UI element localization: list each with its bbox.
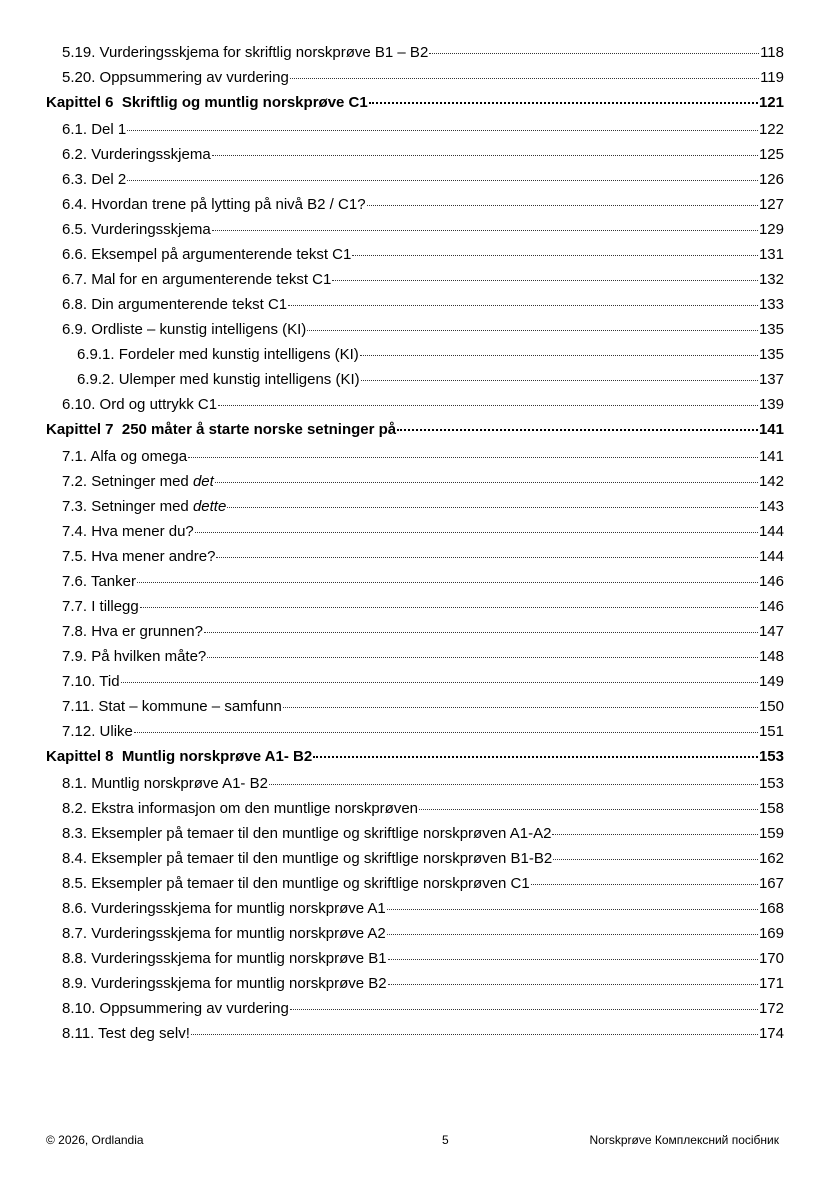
dot-leader bbox=[388, 959, 758, 960]
toc-entry-title bbox=[77, 371, 360, 388]
toc-entry-number: Kapittel 7 bbox=[46, 421, 114, 438]
dot-leader bbox=[307, 330, 758, 331]
toc-entry-label: Eksempler på temaer til den muntlige og skriftlige norskprøven A1-A2 bbox=[91, 825, 552, 842]
toc-entry-label: Mal for en argumenterende tekst C1 bbox=[91, 271, 332, 288]
toc-entry-label: Test deg selv! bbox=[98, 1025, 190, 1042]
toc-entry-number: 6.6. bbox=[62, 246, 88, 263]
toc-page-number: 131 bbox=[758, 246, 784, 263]
toc-entry-number: 7.4. bbox=[62, 523, 88, 540]
toc-entry-title bbox=[62, 396, 217, 413]
toc-entry-label: Setninger med bbox=[91, 473, 193, 490]
toc-page-number: 172 bbox=[758, 1000, 784, 1017]
dot-leader bbox=[216, 557, 758, 558]
toc-entry-label: Vurderingsskjema for skriftlig norskprøve B1 – B2 bbox=[99, 44, 429, 61]
toc-page-number: 141 bbox=[758, 448, 784, 465]
toc-page-number: 135 bbox=[758, 321, 784, 338]
toc-chapter-entry[interactable] bbox=[46, 748, 784, 775]
toc-entry-number: 7.10. bbox=[62, 673, 96, 690]
toc-section-entry[interactable] bbox=[46, 648, 784, 673]
toc-section-entry[interactable] bbox=[46, 296, 784, 321]
toc-entry-title bbox=[62, 925, 386, 942]
toc-entry-number: 8.3. bbox=[62, 825, 88, 842]
toc-entry-title bbox=[62, 598, 139, 615]
toc-entry-number: 8.7. bbox=[62, 925, 88, 942]
toc-entry-label: Oppsummering av vurdering bbox=[99, 1000, 289, 1017]
toc-entry-number: 6.8. bbox=[62, 296, 88, 313]
toc-entry-label: Ordliste – kunstig intelligens (KI) bbox=[91, 321, 307, 338]
toc-entry-title bbox=[62, 775, 268, 792]
toc-entry-number: 6.10. bbox=[62, 396, 96, 413]
toc-entry-label: Fordeler med kunstig intelligens (KI) bbox=[118, 346, 359, 363]
toc-section-entry[interactable] bbox=[46, 548, 784, 573]
toc-section-entry[interactable] bbox=[46, 346, 784, 371]
dot-leader bbox=[269, 784, 758, 785]
toc-section-entry[interactable] bbox=[46, 875, 784, 900]
toc-entry-title bbox=[62, 698, 282, 715]
toc-entry-title bbox=[62, 296, 287, 313]
footer-page-number: 5 bbox=[442, 1133, 449, 1147]
toc-section-entry[interactable] bbox=[46, 121, 784, 146]
toc-entry-number: 8.8. bbox=[62, 950, 88, 967]
toc-section-entry[interactable] bbox=[46, 573, 784, 598]
toc-entry-label: Del 1 bbox=[91, 121, 127, 138]
toc-page-number: 143 bbox=[758, 498, 784, 515]
toc-entry-number: 5.20. bbox=[62, 69, 96, 86]
toc-entry-title bbox=[62, 548, 215, 565]
toc-page-number: 141 bbox=[758, 421, 784, 438]
toc-entry-number: 6.9.1. bbox=[77, 346, 115, 363]
dot-leader bbox=[218, 405, 758, 406]
toc-entry-label: Muntlig norskprøve A1- B2 bbox=[121, 748, 313, 765]
dot-leader bbox=[204, 632, 758, 633]
toc-entry-label: Tid bbox=[99, 673, 120, 690]
toc-section-entry[interactable] bbox=[46, 271, 784, 296]
toc-entry-number: 6.5. bbox=[62, 221, 88, 238]
dot-leader bbox=[215, 482, 758, 483]
toc-entry-title bbox=[62, 271, 331, 288]
toc-entry-title bbox=[62, 648, 206, 665]
toc-section-entry[interactable] bbox=[46, 523, 784, 548]
toc-page-number: 148 bbox=[758, 648, 784, 665]
toc-section-entry[interactable] bbox=[46, 371, 784, 396]
toc-entry-label: Hva mener du? bbox=[91, 523, 194, 540]
toc-page-number: 144 bbox=[758, 523, 784, 540]
toc-entry-label: Eksempler på temaer til den muntlige og skriftlige norskprøven C1 bbox=[91, 875, 530, 892]
toc-entry-number: 7.3. bbox=[62, 498, 88, 515]
toc-entry-title bbox=[62, 673, 120, 690]
dot-leader bbox=[290, 78, 759, 79]
toc-section-entry[interactable] bbox=[46, 146, 784, 171]
toc-entry-number: 5.19. bbox=[62, 44, 96, 61]
toc-entry-title bbox=[62, 498, 226, 515]
toc-section-entry[interactable] bbox=[46, 850, 784, 875]
toc-entry-label: Tanker bbox=[90, 573, 136, 590]
toc-entry-label: Skriftlig og muntlig norskprøve C1 bbox=[121, 94, 368, 111]
toc-entry-number: 7.11. bbox=[62, 698, 95, 715]
toc-page-number: 129 bbox=[758, 221, 784, 238]
toc-entry-title bbox=[62, 623, 203, 640]
toc-page-number: 139 bbox=[758, 396, 784, 413]
toc-page-number: 118 bbox=[760, 44, 784, 61]
toc-page-number: 170 bbox=[758, 950, 784, 967]
toc-page-number: 147 bbox=[758, 623, 784, 640]
toc-entry-label: Vurderingsskjema for muntlig norskprøve A1 bbox=[91, 900, 386, 917]
toc-section-entry[interactable] bbox=[46, 1025, 784, 1050]
toc-section-entry[interactable] bbox=[46, 623, 784, 648]
toc-section-entry[interactable] bbox=[46, 246, 784, 271]
dot-leader bbox=[212, 155, 758, 156]
toc-section-entry[interactable] bbox=[46, 69, 784, 94]
toc-entry-label: Eksempel på argumenterende tekst C1 bbox=[91, 246, 352, 263]
toc-entry-label: Vurderingsskjema for muntlig norskprøve B1 bbox=[91, 950, 387, 967]
toc-entry-number: 6.9. bbox=[62, 321, 88, 338]
toc-entry-title bbox=[62, 246, 351, 263]
toc-section-entry[interactable] bbox=[46, 925, 784, 950]
toc-entry-title bbox=[62, 146, 211, 163]
dot-leader bbox=[531, 884, 758, 885]
toc-page-number: 162 bbox=[758, 850, 784, 867]
dot-leader bbox=[367, 205, 758, 206]
toc-entry-label: Muntlig norskprøve A1- B2 bbox=[91, 775, 268, 792]
dot-leader bbox=[212, 230, 758, 231]
table-of-contents bbox=[46, 44, 784, 1050]
toc-entry-title bbox=[62, 573, 136, 590]
toc-entry-number: 7.1. bbox=[62, 448, 88, 465]
toc-entry-label: Hva mener andre? bbox=[91, 548, 216, 565]
toc-page-number: 168 bbox=[758, 900, 784, 917]
dot-leader bbox=[552, 834, 758, 835]
toc-entry-label: Setninger med bbox=[91, 498, 193, 515]
toc-entry-label: Ord og uttrykk C1 bbox=[99, 396, 218, 413]
toc-entry-label: Vurderingsskjema bbox=[91, 221, 211, 238]
toc-page-number: 125 bbox=[758, 146, 784, 163]
dot-leader bbox=[207, 657, 758, 658]
toc-entry-title bbox=[62, 523, 194, 540]
toc-chapter-entry[interactable] bbox=[46, 421, 784, 448]
toc-page-number: 167 bbox=[758, 875, 784, 892]
toc-entry-title bbox=[62, 448, 187, 465]
toc-entry-label: Hvordan trene på lytting på nivå B2 / C1? bbox=[91, 196, 366, 213]
toc-section-entry[interactable] bbox=[46, 44, 784, 69]
toc-entry-number: 8.5. bbox=[62, 875, 88, 892]
toc-entry-number: Kapittel 8 bbox=[46, 748, 114, 765]
toc-entry-number: 7.12. bbox=[62, 723, 96, 740]
toc-section-entry[interactable] bbox=[46, 723, 784, 748]
toc-section-entry[interactable] bbox=[46, 221, 784, 246]
toc-section-entry[interactable] bbox=[46, 1000, 784, 1025]
toc-entry-number: 7.7. bbox=[62, 598, 88, 615]
dot-leader bbox=[137, 582, 758, 583]
toc-entry-label: Ulemper med kunstig intelligens (KI) bbox=[118, 371, 360, 388]
toc-entry-title bbox=[62, 1000, 289, 1017]
toc-entry-title bbox=[46, 421, 396, 438]
toc-page-number: 135 bbox=[758, 346, 784, 363]
toc-entry-title bbox=[62, 850, 552, 867]
toc-entry-number: Kapittel 6 bbox=[46, 94, 114, 111]
toc-entry-number: 6.9.2. bbox=[77, 371, 115, 388]
toc-entry-label: Del 2 bbox=[91, 171, 127, 188]
toc-entry-label: Ekstra informasjon om den muntlige norskprøven bbox=[91, 800, 419, 817]
toc-entry-title bbox=[62, 171, 126, 188]
toc-page-number: 146 bbox=[758, 598, 784, 615]
toc-section-entry[interactable] bbox=[46, 448, 784, 473]
dot-leader bbox=[288, 305, 758, 306]
dot-leader bbox=[313, 756, 758, 758]
toc-entry-label: 250 måter å starte norske setninger på bbox=[121, 421, 397, 438]
dot-leader bbox=[140, 607, 758, 608]
toc-entry-label: Stat – kommune – samfunn bbox=[98, 698, 282, 715]
toc-entry-number: 6.4. bbox=[62, 196, 88, 213]
toc-entry-title bbox=[62, 800, 418, 817]
toc-page-number: 153 bbox=[758, 748, 784, 765]
dot-leader bbox=[188, 457, 758, 458]
toc-entry-label: Ulike bbox=[99, 723, 133, 740]
toc-entry-number: 8.6. bbox=[62, 900, 88, 917]
toc-entry-number: 6.7. bbox=[62, 271, 88, 288]
toc-entry-label: Din argumenterende tekst C1 bbox=[91, 296, 288, 313]
toc-section-entry[interactable] bbox=[46, 950, 784, 975]
toc-page-number: 150 bbox=[758, 698, 784, 715]
toc-page-number: 174 bbox=[758, 1025, 784, 1042]
dot-leader bbox=[429, 53, 759, 54]
footer-book-title: Norskprøve Комплексний посібник bbox=[589, 1133, 779, 1147]
dot-leader bbox=[388, 984, 758, 985]
toc-entry-title bbox=[77, 346, 359, 363]
toc-entry-label: Vurderingsskjema for muntlig norskprøve A2 bbox=[91, 925, 386, 942]
dot-leader bbox=[195, 532, 758, 533]
toc-section-entry[interactable] bbox=[46, 698, 784, 723]
toc-entry-title bbox=[62, 875, 530, 892]
toc-entry-title bbox=[62, 723, 133, 740]
toc-section-entry[interactable] bbox=[46, 775, 784, 800]
dot-leader bbox=[397, 429, 758, 431]
toc-page-number: 151 bbox=[758, 723, 784, 740]
toc-entry-number: 7.6. bbox=[62, 573, 88, 590]
toc-entry-label: Vurderingsskjema bbox=[91, 146, 211, 163]
toc-page-number: 121 bbox=[758, 94, 784, 111]
toc-section-entry[interactable] bbox=[46, 825, 784, 850]
toc-page-number: 127 bbox=[758, 196, 784, 213]
toc-chapter-entry[interactable] bbox=[46, 94, 784, 121]
toc-section-entry[interactable] bbox=[46, 900, 784, 925]
toc-page-number: 159 bbox=[758, 825, 784, 842]
toc-page-number: 122 bbox=[758, 121, 784, 138]
toc-entry-title bbox=[62, 1025, 190, 1042]
toc-entry-title bbox=[62, 900, 386, 917]
dot-leader bbox=[361, 380, 758, 381]
toc-entry-number: 6.3. bbox=[62, 171, 88, 188]
toc-page-number: 133 bbox=[758, 296, 784, 313]
dot-leader bbox=[227, 507, 758, 508]
toc-entry-title bbox=[46, 94, 368, 111]
toc-entry-title bbox=[62, 196, 366, 213]
toc-entry-number: 8.1. bbox=[62, 775, 88, 792]
toc-section-entry[interactable] bbox=[46, 498, 784, 523]
toc-page-number: 171 bbox=[758, 975, 784, 992]
toc-page-number: 158 bbox=[758, 800, 784, 817]
dot-leader bbox=[121, 682, 758, 683]
toc-entry-title bbox=[62, 121, 126, 138]
toc-page-number: 119 bbox=[760, 69, 784, 86]
toc-entry-number: 6.2. bbox=[62, 146, 88, 163]
toc-section-entry[interactable] bbox=[46, 171, 784, 196]
toc-entry-title bbox=[62, 44, 428, 61]
toc-entry-title bbox=[46, 748, 312, 765]
dot-leader bbox=[332, 280, 758, 281]
dot-leader bbox=[191, 1034, 758, 1035]
toc-entry-number: 7.2. bbox=[62, 473, 88, 490]
toc-page-number: 137 bbox=[758, 371, 784, 388]
toc-page-number: 142 bbox=[758, 473, 784, 490]
toc-entry-label: Eksempler på temaer til den muntlige og skriftlige norskprøven B1-B2 bbox=[91, 850, 553, 867]
toc-entry-number: 7.9. bbox=[62, 648, 88, 665]
toc-section-entry[interactable] bbox=[46, 196, 784, 221]
toc-entry-italic-word: dette bbox=[192, 498, 227, 515]
toc-entry-label: Oppsummering av vurdering bbox=[99, 69, 289, 86]
toc-entry-label: Hva er grunnen? bbox=[91, 623, 203, 640]
dot-leader bbox=[352, 255, 758, 256]
toc-entry-number: 8.4. bbox=[62, 850, 88, 867]
page-footer bbox=[46, 1133, 779, 1149]
toc-entry-title bbox=[62, 950, 387, 967]
toc-page-number: 144 bbox=[758, 548, 784, 565]
toc-entry-title bbox=[62, 825, 551, 842]
toc-entry-number: 7.5. bbox=[62, 548, 88, 565]
toc-entry-title bbox=[62, 473, 214, 490]
toc-section-entry[interactable] bbox=[46, 800, 784, 825]
toc-entry-number: 6.1. bbox=[62, 121, 88, 138]
toc-section-entry[interactable] bbox=[46, 473, 784, 498]
toc-entry-label: I tillegg bbox=[91, 598, 139, 615]
footer-copyright: © 2026, Ordlandia bbox=[46, 1133, 144, 1147]
dot-leader bbox=[387, 934, 758, 935]
toc-entry-title bbox=[62, 321, 306, 338]
dot-leader bbox=[387, 909, 758, 910]
toc-page-number: 149 bbox=[758, 673, 784, 690]
dot-leader bbox=[419, 809, 758, 810]
dot-leader bbox=[290, 1009, 758, 1010]
dot-leader bbox=[360, 355, 758, 356]
toc-page-number: 169 bbox=[758, 925, 784, 942]
toc-entry-title bbox=[62, 221, 211, 238]
toc-section-entry[interactable] bbox=[46, 598, 784, 623]
toc-section-entry[interactable] bbox=[46, 321, 784, 346]
toc-section-entry[interactable] bbox=[46, 396, 784, 421]
toc-entry-label: På hvilken måte? bbox=[91, 648, 207, 665]
toc-page-number: 153 bbox=[758, 775, 784, 792]
toc-entry-label: Vurderingsskjema for muntlig norskprøve B2 bbox=[91, 975, 387, 992]
dot-leader bbox=[283, 707, 758, 708]
toc-page-number: 132 bbox=[758, 271, 784, 288]
toc-entry-number: 8.10. bbox=[62, 1000, 96, 1017]
dot-leader bbox=[127, 180, 758, 181]
toc-entry-italic-word: det bbox=[192, 473, 214, 490]
dot-leader bbox=[369, 102, 758, 104]
toc-entry-title bbox=[62, 69, 289, 86]
toc-entry-number: 7.8. bbox=[62, 623, 88, 640]
dot-leader bbox=[127, 130, 758, 131]
toc-page-number: 146 bbox=[758, 573, 784, 590]
toc-entry-number: 8.9. bbox=[62, 975, 88, 992]
toc-page-number: 126 bbox=[758, 171, 784, 188]
toc-section-entry[interactable] bbox=[46, 975, 784, 1000]
toc-section-entry[interactable] bbox=[46, 673, 784, 698]
toc-entry-number: 8.11. bbox=[62, 1025, 95, 1042]
dot-leader bbox=[553, 859, 758, 860]
toc-entry-label: Alfa og omega bbox=[90, 448, 188, 465]
toc-entry-title bbox=[62, 975, 387, 992]
toc-entry-number: 8.2. bbox=[62, 800, 88, 817]
dot-leader bbox=[134, 732, 758, 733]
